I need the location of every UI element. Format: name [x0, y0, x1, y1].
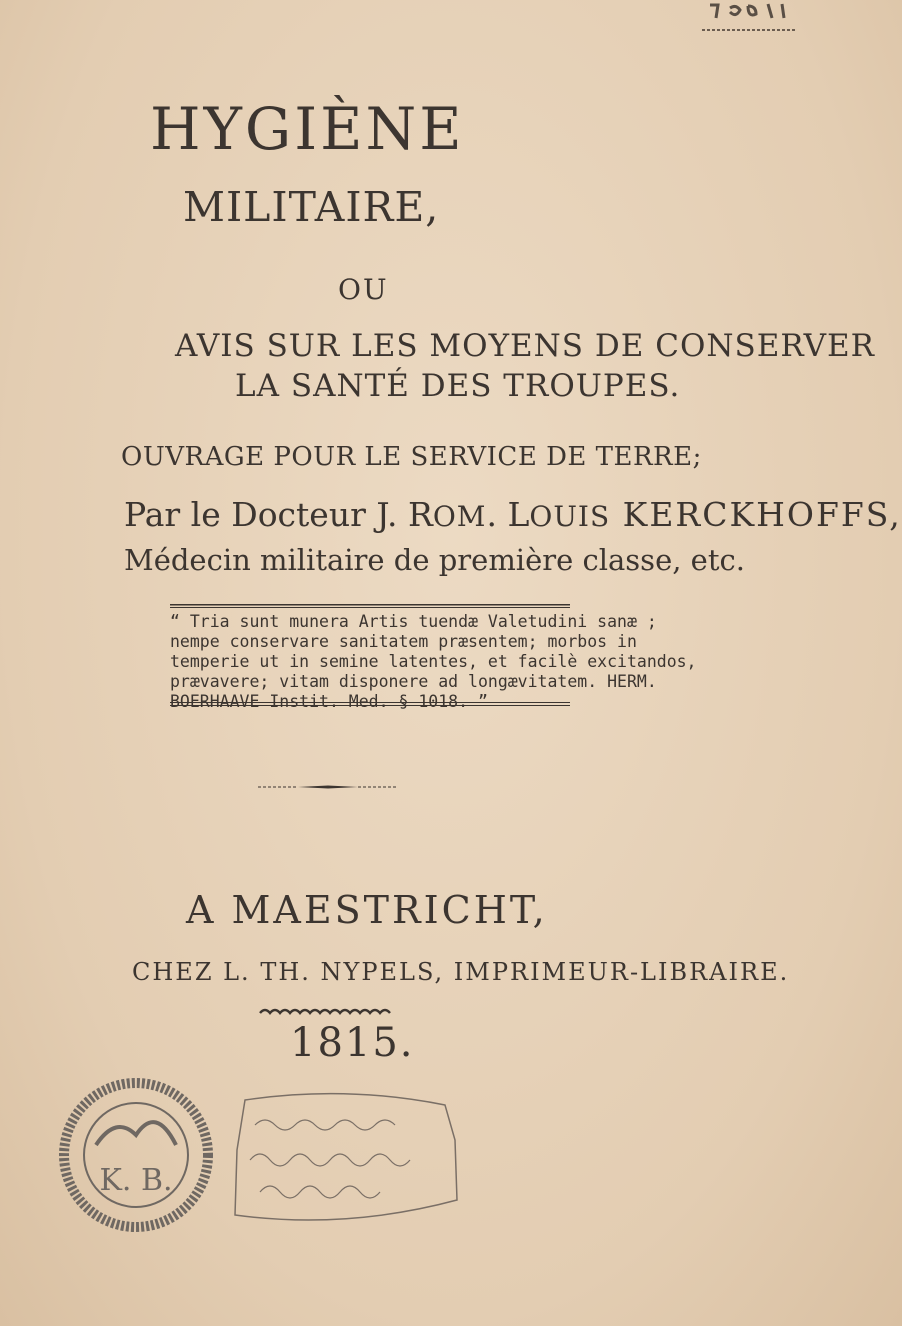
description-line-1: AVIS SUR LES MOYENS DE CONSERVER: [175, 328, 875, 364]
epigraph-top-rule: [170, 604, 570, 608]
ornamental-rule: [258, 784, 398, 790]
author-louis: OUIS: [529, 500, 611, 533]
imprint-place: A MAESTRICHT,: [186, 888, 548, 932]
author-role: Médecin militaire de première classe, etc.: [124, 543, 745, 577]
book-title: HYGIÈNE: [150, 95, 465, 163]
garland-ornament: [260, 1008, 390, 1018]
description-line-2: LA SANTÉ DES TROUPES.: [235, 368, 681, 404]
epigraph-bottom-rule: [170, 702, 570, 706]
library-stamp: [56, 1075, 216, 1235]
corner-marks: [690, 0, 800, 40]
author-surname: KERCKHOFFS,: [610, 495, 902, 534]
purpose-line: OUVRAGE POUR LE SERVICE DE TERRE;: [121, 442, 702, 472]
epigraph-line: “ Tria sunt munera Artis tuendæ Valetudini sanæ ;: [170, 612, 657, 631]
imprint-year: 1815.: [290, 1020, 415, 1066]
conjunction: OU: [338, 273, 389, 306]
epigraph-line: temperie ut in semine latentes, et facilè excitandos,: [170, 652, 697, 671]
handwritten-inscription: [225, 1080, 465, 1230]
author-mid: . L: [486, 495, 530, 534]
book-subtitle: MILITAIRE,: [183, 183, 440, 231]
epigraph-line: prævavere; vitam disponere ad longævitatem. HERM.: [170, 672, 657, 691]
author-line: [124, 495, 902, 534]
author-rom: OM: [432, 500, 487, 533]
imprint-printer: CHEZ L. TH. NYPELS, IMPRIMEUR-LIBRAIRE.: [132, 958, 790, 986]
epigraph: [170, 612, 697, 712]
stamp-text: K. B.: [99, 1163, 173, 1198]
author-prefix: Par le Docteur J. R: [124, 495, 433, 534]
epigraph-line: nempe conservare sanitatem præsentem; morbos in: [170, 632, 637, 651]
